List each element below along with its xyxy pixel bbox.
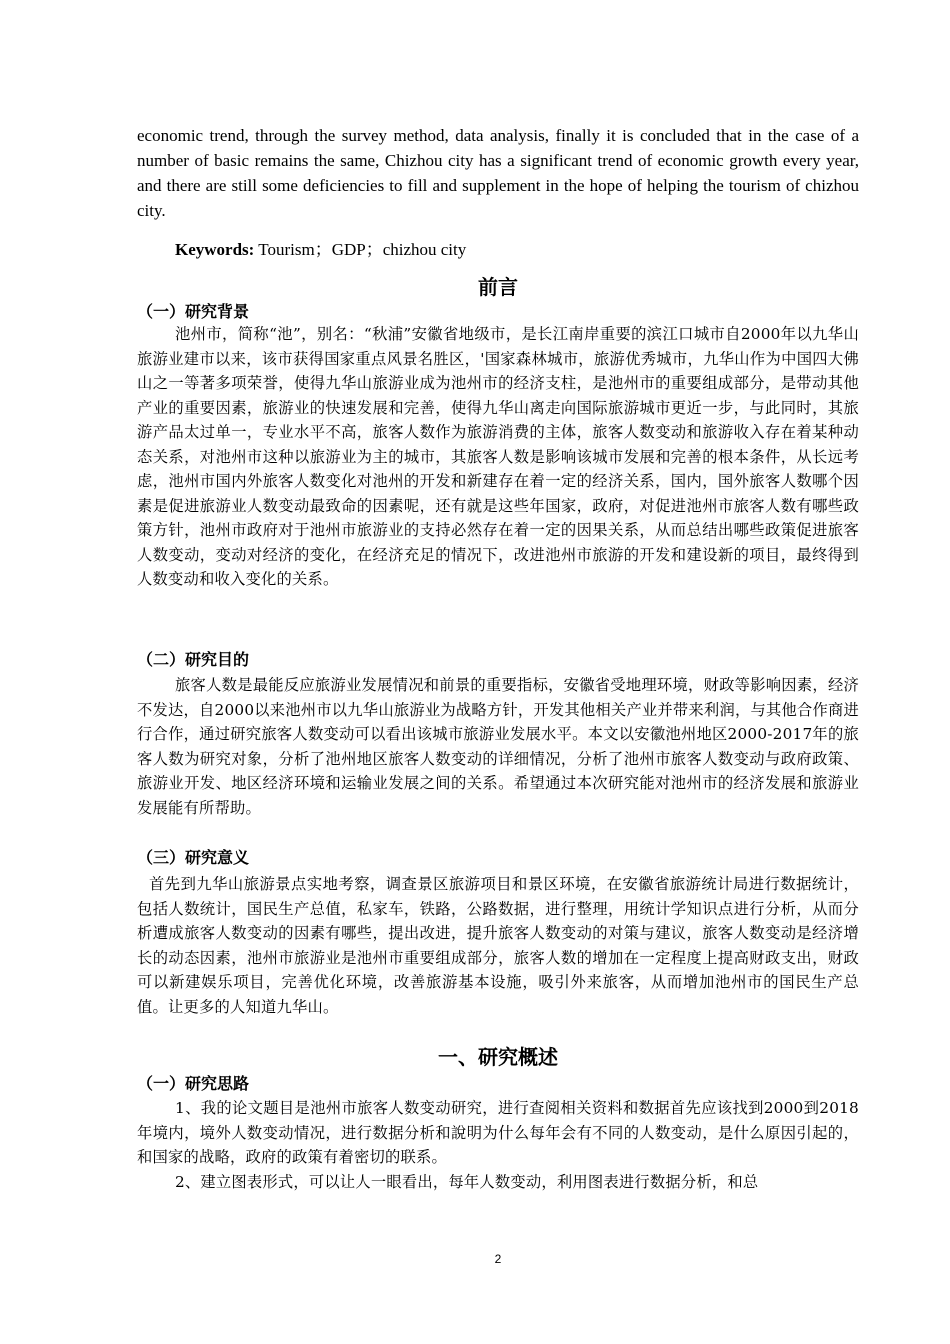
keywords-line <box>175 237 466 262</box>
keywords-text: Tourism；GDP；chizhou city <box>254 240 467 259</box>
preface-heading: 前言 <box>478 275 518 299</box>
approach-heading: （一）研究思路 <box>137 1074 250 1093</box>
approach-item-2: 2、建立图表形式，可以让人一眼看出，每年人数变动，利用图表进行数据分析，和总 <box>175 1173 759 1191</box>
keywords-label: Keywords: <box>175 240 255 259</box>
purpose-paragraph: 旅客人数是最能反应旅游业发展情况和前景的重要指标，安徽省受地理环境，财政等影响因素，经济不发达，自2000以来池州市以九华山旅游业为战略方针，开发其他相关产业并带来利润，与其他合作商进行合作，通过研究旅客人数变动可以看出该城市旅游业发展水平。本文以安徽池州地区2000-2017年的旅客人数为研究对象，分析了池州地区旅客人数变动的详细情况，分析了池州市旅客人数变动与政府政策、旅游业开发、地区经济环境和运输业发展之间的关系。希望通过本次研究能对池州市的经济发展和旅游业发展能有所帮助。 <box>137 676 859 817</box>
background-paragraph: 池州市，简称“池”，别名：“秋浦”安徽省地级市，是长江南岸重要的滨江口城市自2000年以九华山旅游业建市以来，该市获得国家重点风景名胜区，'国家森林城市，旅游优秀城市，九华山作为中国四大佛山之一等著多项荣誉，使得九华山旅游业成为池州市的经济支柱，是池州市的重要组成部分，是带动其他产业的重要因素，旅游业的快速发展和完善，使得九华山离走向国际旅游城市更近一步，与此同时，其旅游产品太过单一，专业水平不高，旅客人数作为旅游消费的主体，旅客人数变动和旅游收入存在着某种动态关系，对池州市这种以旅游业为主的城市，其旅客人数是影响该城市发展和完善的根本条件，从长远考虑，池州市国内外旅客人数变化对池州的开发和新建存在着一定的经济关系，国内，国外旅客人数哪个因素是促进旅游业人数变动最致命的因素呢，还有就是这些年国家，政府，对促进池州市旅客人数有哪些政策方针，池州市政府对于池州市旅游业的支持必然存在着一定的因果关系，从而总结出哪些政策促进旅客人数变动，变动对经济的变化，在经济充足的情况下，改进池州市旅游的开发和建设新的项目，最终得到人数变动和收入变化的关系。 <box>137 325 859 588</box>
significance-heading: （三）研究意义 <box>137 848 250 867</box>
abstract-tail: economic trend, through the survey method, data analysis, finally it is concluded that in the case of a number of basic remains the same, Chizhou city has a significant trend of economic growth every year, and there are still some deficiencies to fill and supplement in the hope of helping the tourism of chizhou city. <box>137 126 859 220</box>
page-number: 2 <box>494 1252 502 1266</box>
significance-paragraph: 首先到九华山旅游景点实地考察，调查景区旅游项目和景区环境，在安徽省旅游统计局进行数据统计，包括人数统计，国民生产总值，私家车，铁路，公路数据，进行整理，用统计学知识点进行分析，从而分析遭成旅客人数变动的因素有哪些，提出改进，提升旅客人数变动的对策与建议，旅客人数变动是经济增长的动态因素，池州市旅游业是池州市重要组成部分，旅客人数的增加在一定程度上提高财政支出，财政可以新建娱乐项目，完善优化环境，改善旅游基本设施，吸引外来旅客，从而增加池州市的国民生产总值。让更多的人知道九华山。 <box>137 875 859 1016</box>
purpose-heading: （二）研究目的 <box>137 650 250 669</box>
background-heading: （一）研究背景 <box>137 302 250 321</box>
approach-item-1: 1、我的论文题目是池州市旅客人数变动研究，进行查阅相关资料和数据首先应该找到2000到2018年境内，境外人数变动情况，进行数据分析和說明为什么每年会有不同的人数变动，是什么原因引起的，和国家的战略，政府的政策有着密切的联系。 <box>137 1099 859 1166</box>
overview-heading: 一、研究概述 <box>438 1045 558 1069</box>
